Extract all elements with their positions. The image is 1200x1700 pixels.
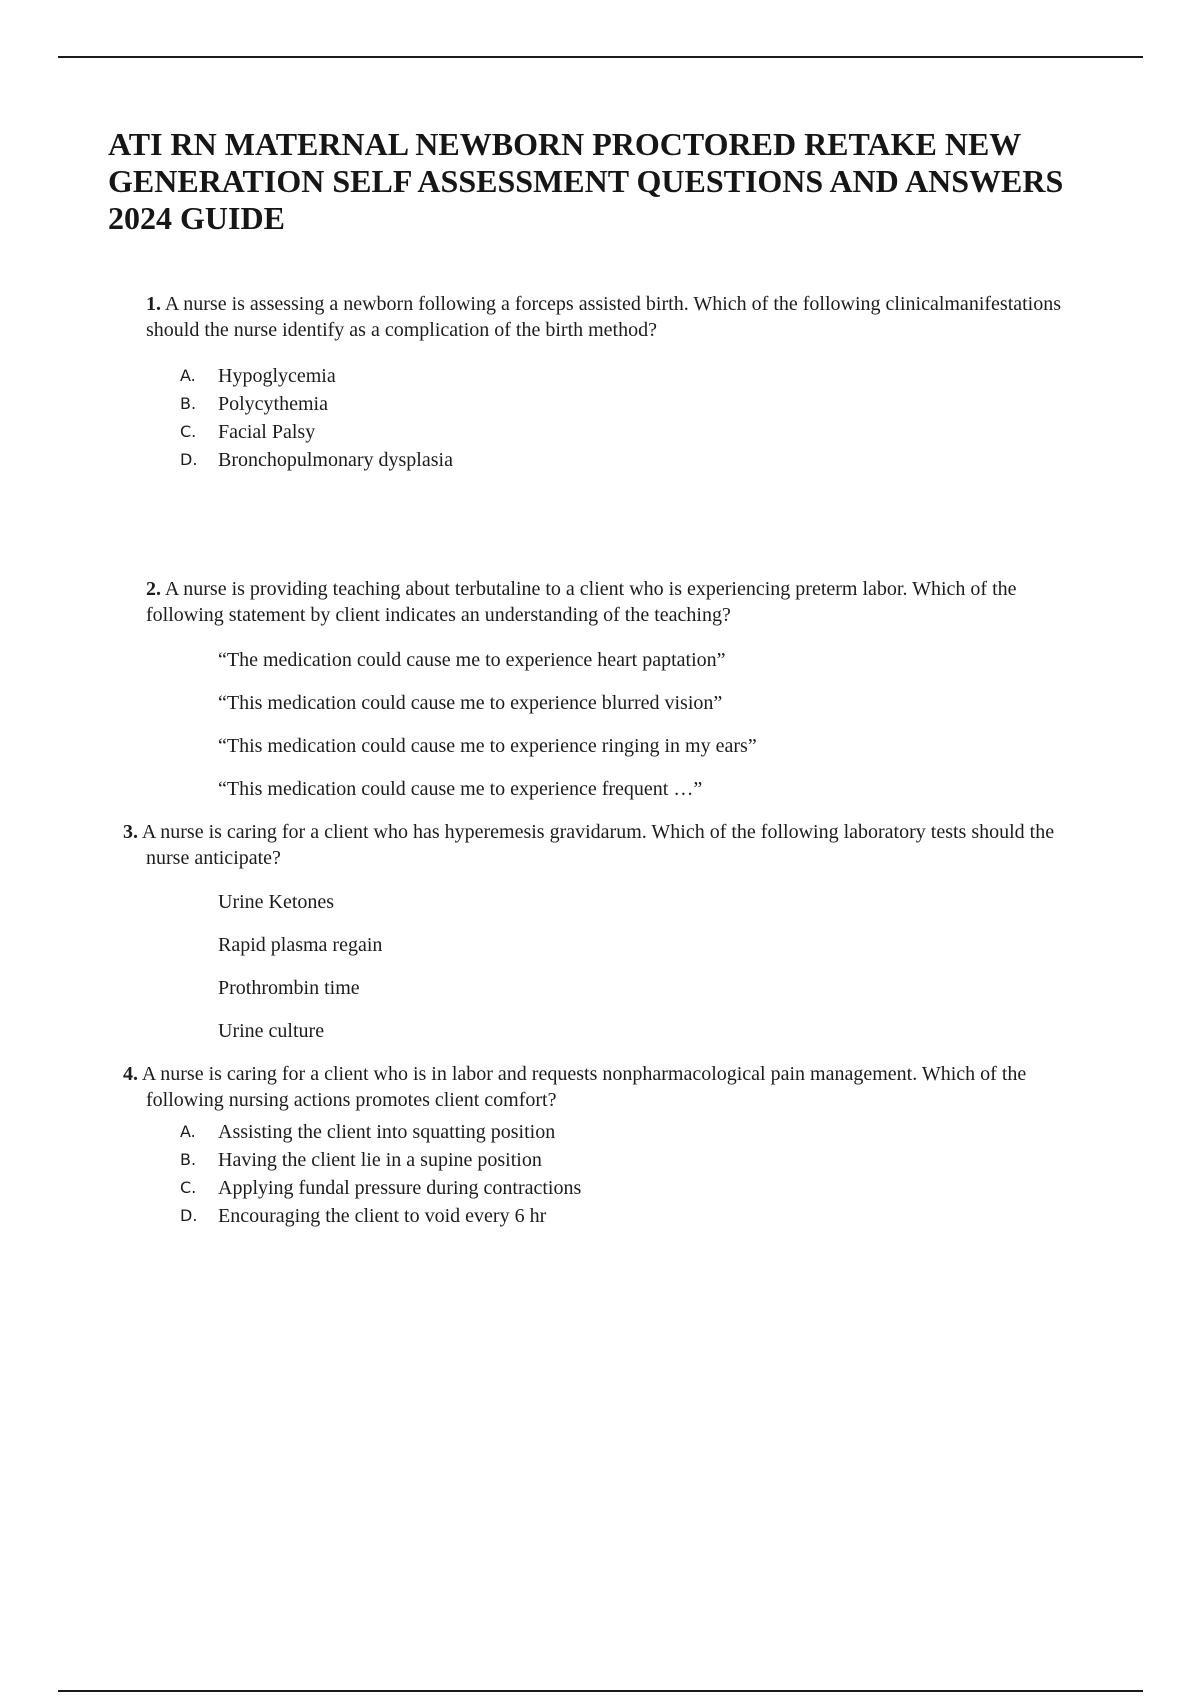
question-2 xyxy=(146,576,1091,628)
bottom-divider xyxy=(58,1690,1143,1692)
option-a[interactable] xyxy=(180,362,453,390)
option-1[interactable]: Urine Ketones xyxy=(218,891,335,913)
option-3[interactable]: Prothrombin time xyxy=(218,977,360,999)
option-4[interactable]: “This medication could cause me to experience frequent …” xyxy=(218,778,703,800)
option-2[interactable]: “This medication could cause me to experience blurred vision” xyxy=(218,692,723,714)
option-letter: C. xyxy=(180,422,197,441)
option-1[interactable]: “The medication could cause me to experience heart paptation” xyxy=(218,649,726,671)
option-letter: B. xyxy=(180,1150,197,1169)
option-letter: D. xyxy=(180,450,198,469)
option-text: Polycythemia xyxy=(218,393,328,415)
option-letter: A. xyxy=(180,1122,196,1141)
option-letter: A. xyxy=(180,366,196,385)
question-3-options xyxy=(218,889,382,1061)
option-letter: B. xyxy=(180,394,197,413)
question-1-options xyxy=(180,362,453,474)
option-text: Assisting the client into squatting position xyxy=(218,1121,556,1143)
question-number: 1. xyxy=(146,293,161,315)
option-b[interactable] xyxy=(180,1146,581,1174)
option-text: Facial Palsy xyxy=(218,421,316,443)
document-title: ATI RN MATERNAL NEWBORN PROCTORED RETAKE NEW GENERATION SELF ASSESSMENT QUESTIONS AND ANSWERS 2024 GUIDE xyxy=(108,126,1064,236)
option-b[interactable] xyxy=(180,390,453,418)
option-3[interactable]: “This medication could cause me to experience ringing in my ears” xyxy=(218,735,757,757)
question-text: A nurse is assessing a newborn following a forceps assisted birth. Which of the following clinicalmanifestations should the nurse identify as a complication of the birth method? xyxy=(146,293,1062,341)
option-c[interactable] xyxy=(180,418,453,446)
question-3 xyxy=(123,819,1091,871)
option-d[interactable] xyxy=(180,446,453,474)
option-letter: D. xyxy=(180,1206,198,1225)
question-4-options xyxy=(180,1118,581,1230)
option-d[interactable] xyxy=(180,1202,581,1230)
option-text: Bronchopulmonary dysplasia xyxy=(218,449,453,471)
question-1 xyxy=(146,291,1091,343)
top-divider xyxy=(58,56,1143,58)
option-a[interactable] xyxy=(180,1118,581,1146)
question-4 xyxy=(123,1061,1091,1113)
question-number: 2. xyxy=(146,578,161,600)
option-text: Encouraging the client to void every 6 hr xyxy=(218,1205,547,1227)
question-number: 3. xyxy=(123,821,138,843)
question-text: A nurse is providing teaching about terbutaline to a client who is experiencing preterm labor. Which of the following statement by client indicates an understanding of the teaching? xyxy=(146,578,1017,626)
option-text: Hypoglycemia xyxy=(218,365,336,387)
question-text: A nurse is caring for a client who has hyperemesis gravidarum. Which of the following laboratory tests should the nurse anticipate? xyxy=(141,821,1055,869)
option-text: Having the client lie in a supine position xyxy=(218,1149,542,1171)
option-letter: C. xyxy=(180,1178,197,1197)
option-2[interactable]: Rapid plasma regain xyxy=(218,934,383,956)
option-c[interactable] xyxy=(180,1174,581,1202)
question-text: A nurse is caring for a client who is in labor and requests nonpharmacological pain management. Which of the following nursing actions promotes client comfort? xyxy=(141,1063,1027,1111)
question-number: 4. xyxy=(123,1063,138,1085)
option-4[interactable]: Urine culture xyxy=(218,1020,325,1042)
option-text: Applying fundal pressure during contractions xyxy=(218,1177,582,1199)
question-2-options xyxy=(218,647,757,819)
